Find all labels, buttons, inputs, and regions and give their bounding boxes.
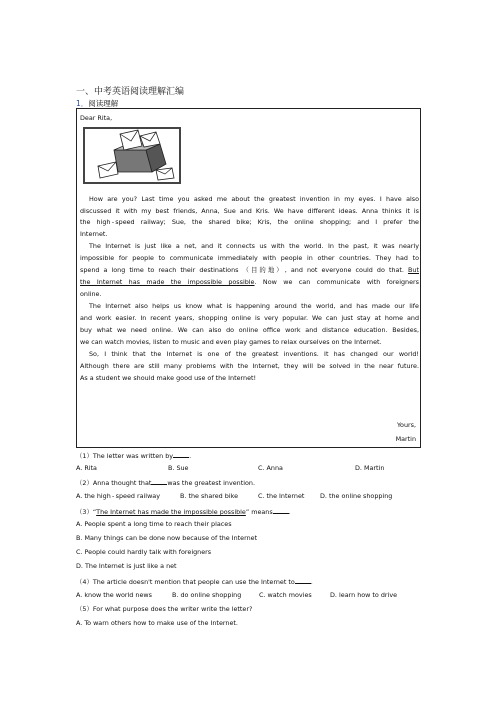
letter-closing: Yours,: [396, 421, 416, 429]
answer-blank[interactable]: [273, 506, 289, 514]
option[interactable]: A. People spent a long time to reach their places: [76, 520, 232, 528]
answer-blank[interactable]: [151, 477, 167, 485]
letter-line: Although there are still many problems with the Internet, they will be solved in the near future.: [80, 362, 419, 370]
option[interactable]: C. People could hardly talk with foreigners: [76, 548, 212, 556]
letter-line: discussed it with my best friends, Anna, Sue and Kris. We have different ideas. Anna thinks it is: [80, 207, 419, 215]
letter-line: The Internet is just like a net, and it connects us with the world. In the past, it was nearly: [89, 242, 419, 250]
option[interactable]: D. Martin: [355, 464, 385, 472]
section-heading: 一、中考英语阅读理解汇编: [76, 87, 185, 97]
option[interactable]: D. learn how to drive: [330, 591, 398, 599]
letter-line: we can watch movies, listen to music and even play games to relax ourselves on the Internet.: [80, 338, 382, 346]
option[interactable]: B. the shared bike: [180, 492, 239, 500]
letter-line: How are you? Last time you asked me about the greatest invention in my eyes. I have also: [89, 195, 419, 203]
letter-line: The Internet also helps us know what is happening around the world, and has made our life: [89, 302, 419, 310]
question: （2）Anna thought that was the greatest invention.: [76, 479, 255, 487]
letter-line: online.: [80, 290, 102, 298]
question: （5）For what purpose does the writer write the letter?: [76, 605, 253, 613]
letter-line: As a student we should make good use of the Internet!: [80, 374, 257, 382]
option[interactable]: D. The Internet is just like a net: [76, 562, 177, 570]
letter-line: the high - speed railway; Sue, the shared bike; Kris, the online shopping; and I prefer the: [80, 218, 419, 226]
letter-line: impossible for people to communicate immediately with people in other countries. They had to: [80, 254, 419, 262]
question: （1）The letter was written by .: [76, 452, 192, 460]
letter-line: So, I think that the Internet is one of the greatest inventions. It has changed our world!: [89, 350, 419, 358]
item-number: 1．: [76, 99, 89, 108]
letter-greeting: Dear Rita,: [80, 114, 113, 122]
option[interactable]: C. watch movies: [259, 591, 312, 599]
option[interactable]: B. do online shopping: [172, 591, 242, 599]
answer-blank[interactable]: [173, 450, 189, 458]
option[interactable]: C. the Internet: [258, 492, 305, 500]
option[interactable]: A. know the world news: [76, 591, 152, 599]
letter-line: buy what we need online. We can also do online office work and distance education. Besides,: [80, 326, 419, 334]
option[interactable]: B. Sue: [168, 464, 189, 472]
option[interactable]: A. the high - speed railway: [76, 492, 160, 500]
answer-blank[interactable]: [295, 576, 311, 584]
question: （3）“The Internet has made the impossible possible” means .: [76, 508, 291, 516]
letter-signature: Martin: [395, 435, 416, 443]
question: （4）The article doesn't mention that people can use the Internet to .: [76, 578, 313, 586]
letter-line: Internet.: [80, 230, 108, 238]
option[interactable]: B. Many things can be done now because of the Internet: [76, 534, 258, 542]
option[interactable]: D. the online shopping: [320, 492, 393, 500]
item-label: 阅读理解: [88, 99, 119, 108]
passage-box: [76, 108, 421, 448]
option[interactable]: A. To warn others how to make use of the Internet.: [76, 619, 238, 627]
option[interactable]: A. Rita: [76, 464, 97, 472]
letter-line: the Internet has made the impossible possible. Now we can communicate with foreigners: [80, 278, 419, 286]
option[interactable]: C. Anna: [258, 464, 283, 472]
letter-line: and work easier. In recent years, shopping online is very popular. We can just stay at home and: [80, 314, 419, 322]
letter-line: spend a long time to reach their destinations （目的地）, and not everyone could do that. But: [80, 266, 419, 274]
letters-in-box-illustration-icon: [83, 127, 181, 184]
